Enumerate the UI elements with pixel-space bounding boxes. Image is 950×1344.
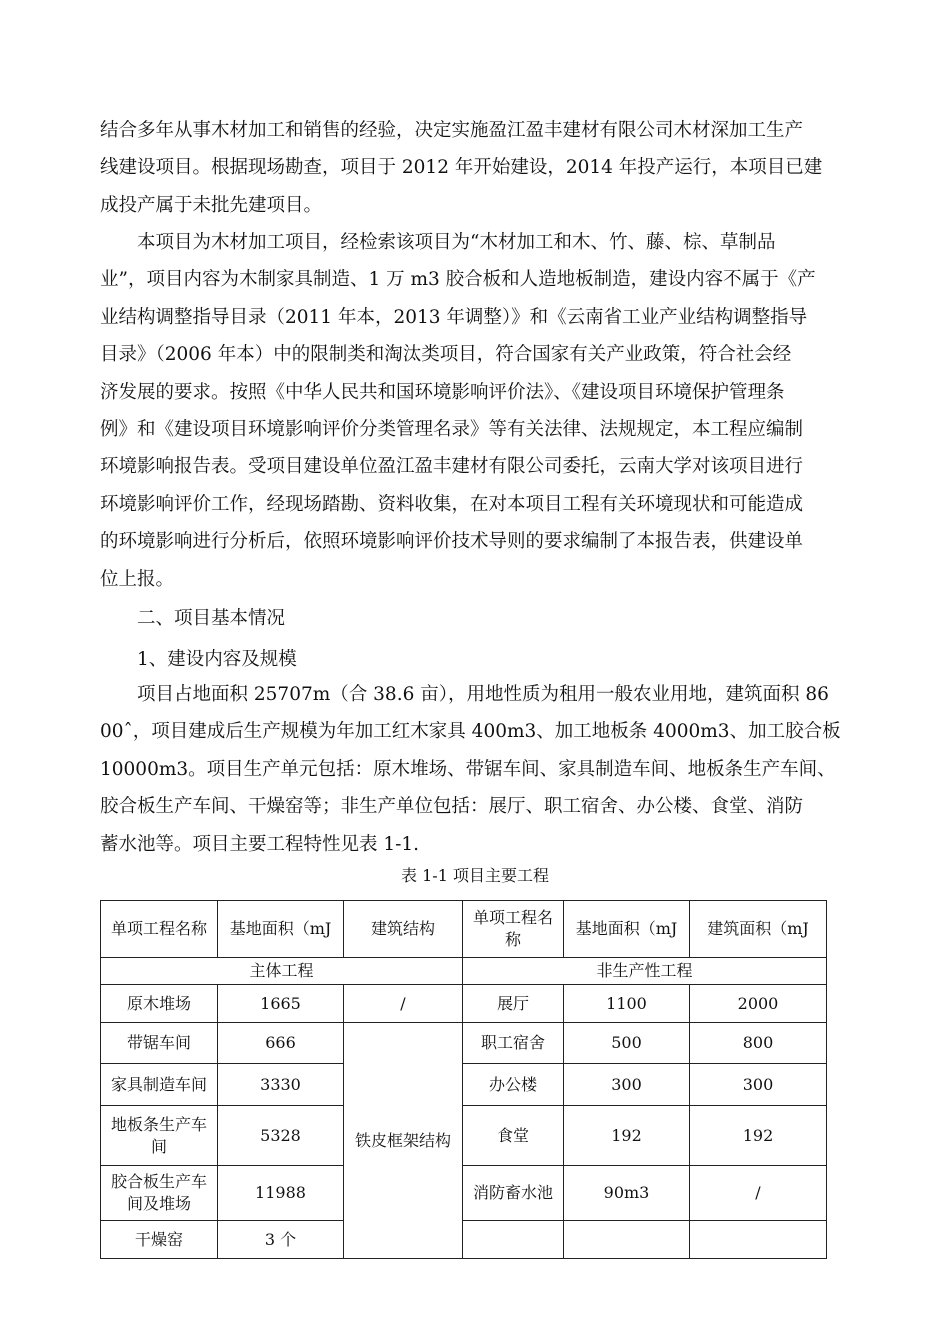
table-cell: 300: [690, 1064, 827, 1106]
group-cell-main: 主体工程: [101, 958, 463, 985]
paragraph-2: [100, 224, 835, 598]
text-line: 环境影响评价工作，经现场踏勘、资料收集，在对本项目工程有关环境现状和可能造成: [100, 493, 804, 515]
table-cell: 职工宿舍: [463, 1023, 564, 1064]
table-cell: 家具制造车间: [101, 1064, 218, 1106]
text-line: 济发展的要求。按照《中华人民共和国环境影响评价法》、《建设项目环境保护管理条: [100, 381, 785, 403]
header-cell: 建筑面积（mJ: [690, 901, 827, 958]
header-cell: 建筑结构: [344, 901, 463, 958]
table-cell: 192: [564, 1106, 690, 1166]
merged-structure-cell: 铁皮框架结构: [344, 1023, 463, 1259]
text-line: 成投产属于未批先建项目。: [100, 194, 323, 216]
text-line: 项目占地面积 25707m（合 38.6 亩），用地性质为租用一般农业用地，建筑面积 86: [100, 684, 829, 705]
header-cell: 单项工程名称: [101, 901, 218, 958]
table-cell: 3330: [218, 1064, 344, 1106]
table-cell: 1100: [564, 985, 690, 1023]
table-row: [101, 1023, 827, 1064]
table-cell: 2000: [690, 985, 827, 1023]
table-row: [101, 1166, 827, 1221]
table-cell: 666: [218, 1023, 344, 1064]
paragraph-3: [100, 676, 841, 863]
table-row: [101, 1221, 827, 1259]
table-header-row: [101, 901, 827, 958]
table-caption: 表 1-1 项目主要工程: [401, 866, 549, 885]
paragraph-1: [100, 112, 835, 224]
table-cell: 胶合板生产车间及堆场: [101, 1166, 218, 1221]
table-cell: 干燥窑: [101, 1221, 218, 1259]
table-group-row: [101, 958, 827, 985]
text-line: 00ˆ，项目建成后生产规模为年加工红木家具 400m3、加工地板条 4000m3、加工胶合板: [100, 721, 841, 743]
table-cell: 3 个: [218, 1221, 344, 1259]
table-cell: 11988: [218, 1166, 344, 1221]
table-cell: 300: [564, 1064, 690, 1106]
text-line: 线建设项目。根据现场勘查，项目于 2012 年开始建设，2014 年投产运行，本项目已建: [100, 157, 823, 179]
text-line: 的环境影响进行分析后，依照环境影响评价技术导则的要求编制了本报告表，供建设单: [100, 531, 804, 553]
header-cell: 基地面积（mJ: [218, 901, 344, 958]
table-cell: 800: [690, 1023, 827, 1064]
text-line: 业结构调整指导目录（2011 年本，2013 年调整）》和《云南省工业产业结构调整指导: [100, 306, 808, 328]
table-cell: 192: [690, 1106, 827, 1166]
table-cell: 原木堆场: [101, 985, 218, 1023]
text-line: 蓄水池等。项目主要工程特性见表 1-1.: [100, 833, 420, 855]
text-line: 本项目为木材加工项目，经检索该项目为“木材加工和木、竹、藤、棕、草制品: [100, 232, 776, 253]
text-line: 位上报。: [100, 568, 175, 590]
subsection-heading: 1、建设内容及规模: [137, 649, 297, 670]
text-line: 例》和《建设项目环境影响评价分类管理名录》等有关法律、法规规定，本工程应编制: [100, 419, 804, 441]
table-cell: /: [344, 985, 463, 1023]
table-row: [101, 985, 827, 1023]
table-cell: 办公楼: [463, 1064, 564, 1106]
table-cell: [690, 1221, 827, 1259]
group-cell-nonproduction: 非生产性工程: [463, 958, 827, 985]
table-cell: 食堂: [463, 1106, 564, 1166]
table-cell: 展厅: [463, 985, 564, 1023]
section-heading: 二、项目基本情况: [137, 608, 286, 629]
table-cell: [463, 1221, 564, 1259]
table-cell: 5328: [218, 1106, 344, 1166]
text-line: 结合多年从事木材加工和销售的经验，决定实施盈江盈丰建材有限公司木材深加工生产: [100, 120, 804, 141]
project-table: [100, 900, 827, 1259]
header-cell: 基地面积（mJ: [564, 901, 690, 958]
text-line: 业”，项目内容为木制家具制造、1 万 m3 胶合板和人造地板制造，建设内容不属于《产: [100, 269, 816, 291]
table-cell: [564, 1221, 690, 1259]
table-cell: /: [690, 1166, 827, 1221]
text-line: 环境影响报告表。受项目建设单位盈江盈丰建材有限公司委托，云南大学对该项目进行: [100, 456, 804, 478]
table-cell: 500: [564, 1023, 690, 1064]
text-line: 胶合板生产车间、干燥窑等；非生产单位包括：展厅、职工宿舍、办公楼、食堂、消防: [100, 796, 804, 818]
table-row: [101, 1106, 827, 1166]
table-cell: 90m3: [564, 1166, 690, 1221]
table-cell: 消防畜水池: [463, 1166, 564, 1221]
table-cell: 地板条生产车间: [101, 1106, 218, 1166]
table-row: [101, 1064, 827, 1106]
table-cell: 带锯车间: [101, 1023, 218, 1064]
text-line: 10000m3。项目生产单元包括：原木堆场、带锯车间、家具制造车间、地板条生产车间、: [100, 758, 836, 780]
text-line: 目录》（2006 年本）中的限制类和淘汰类项目，符合国家有关产业政策，符合社会经: [100, 344, 792, 366]
header-cell: 单项工程名称: [463, 901, 564, 958]
table-cell: 1665: [218, 985, 344, 1023]
